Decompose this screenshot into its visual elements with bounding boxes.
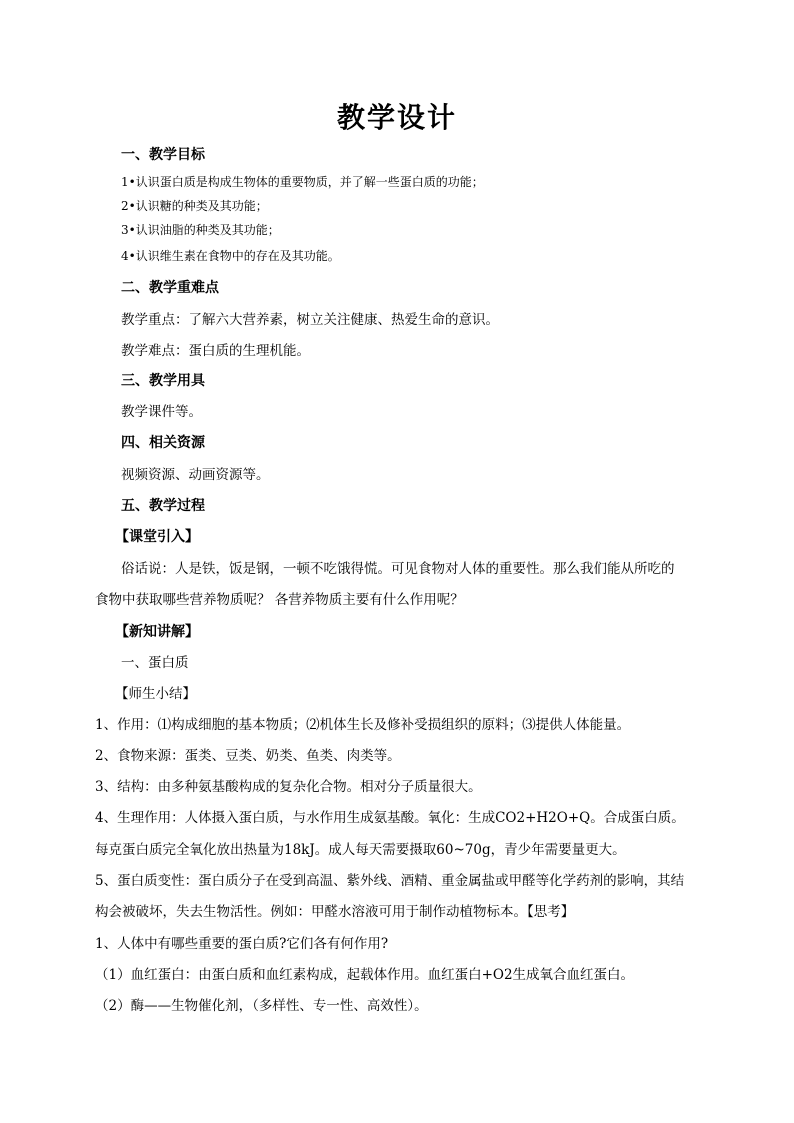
- protein-point-1: 1、作用：⑴构成细胞的基本物质；⑵机体生长及修补受损组织的原料；⑶提供人体能量。: [95, 717, 631, 733]
- resources-text: 视频资源、动画资源等。: [121, 467, 270, 483]
- page-title: 教学设计: [336, 101, 457, 134]
- section-heading-process: 五、教学过程: [121, 498, 205, 514]
- new-knowledge-label: 【新知讲解】: [115, 624, 199, 640]
- intro-line-2: 食物中获取哪些营养物质呢？ 各营养物质主要有什么作用呢？: [95, 592, 464, 608]
- tools-text: 教学课件等。: [121, 404, 202, 420]
- protein-point-2: 2、食物来源：蛋类、豆类、奶类、鱼类、肉类等。: [95, 748, 401, 764]
- section-heading-goals: 一、教学目标: [121, 147, 205, 163]
- question-1: 1、人体中有哪些重要的蛋白质?它们各有何作用?: [95, 936, 389, 952]
- difficult-point: 教学难点：蛋白质的生理机能。: [121, 343, 310, 359]
- intro-line-1: 俗话说：人是铁，饭是钢，一顿不吃饿得慌。可见食物对人体的重要性。那么我们能从所吃的: [121, 561, 675, 577]
- goal-item-2: 2•认识糖的种类及其功能；: [121, 199, 268, 213]
- protein-point-4b: 每克蛋白质完全氧化放出热量为18kJ。成人每天需要摄取60~70g，青少年需要量更大。: [95, 842, 626, 858]
- protein-point-3: 3、结构：由多种氨基酸构成的复杂化合物。相对分子质量很大。: [95, 779, 482, 795]
- section-heading-key: 二、教学重难点: [121, 280, 219, 296]
- summary-label: 【师生小结】: [115, 686, 196, 702]
- section-heading-resources: 四、相关资源: [121, 435, 205, 451]
- protein-point-5-line-1: 5、蛋白质变性：蛋白质分子在受到高温、紫外线、酒精、重金属盐或甲醛等化学药剂的影响，其结: [95, 873, 685, 889]
- goal-item-1: 1•认识蛋白质是构成生物体的重要物质，并了解一些蛋白质的功能；: [121, 175, 484, 189]
- protein-point-5-line-2: 构会被破坏，失去生物活性。例如：甲醛水溶液可用于制作动植物标本。【思考】: [95, 904, 575, 920]
- protein-point-4: 4、生理作用：人体摄入蛋白质，与水作用生成氨基酸。氧化：生成CO2+H2O+Q。合成蛋白质。: [95, 810, 685, 826]
- goal-item-3: 3•认识油脂的种类及其功能；: [121, 223, 280, 237]
- section-heading-tools: 三、教学用具: [121, 373, 205, 389]
- goal-item-4: 4•认识维生素在食物中的存在及其功能。: [121, 249, 340, 263]
- protein-heading: 一、蛋白质: [121, 655, 189, 671]
- answer-1a: （1）血红蛋白：由蛋白质和血红素构成，起载体作用。血红蛋白+O2生成氧合血红蛋白。: [95, 967, 635, 983]
- intro-label: 【课堂引入】: [115, 529, 199, 545]
- key-point: 教学重点：了解六大营养素，树立关注健康、热爱生命的意识。: [121, 312, 499, 328]
- answer-1b: （2）酶——生物催化剂，（多样性、专一性、高效性）。: [95, 998, 428, 1014]
